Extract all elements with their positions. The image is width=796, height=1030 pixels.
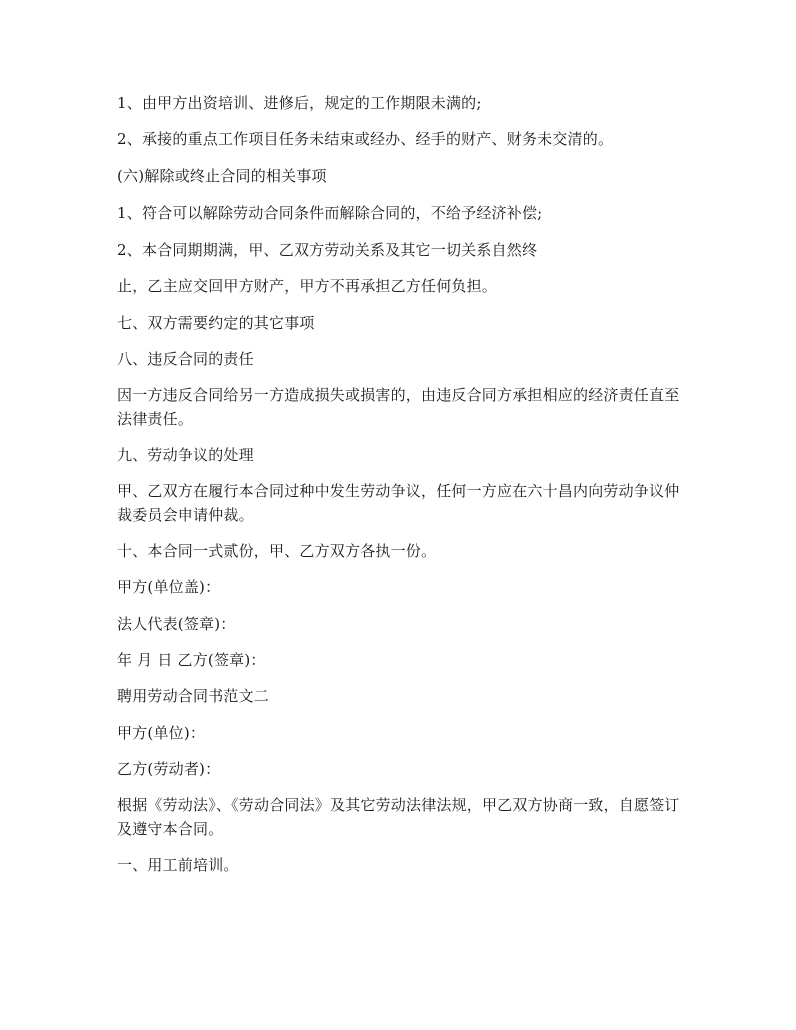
document-title-sample-two: 聘用劳动合同书范文二 — [117, 687, 270, 705]
party-b-employee: 乙方(劳动者)： — [117, 760, 221, 778]
signature-party-a: 甲方(单位盖)： — [117, 578, 221, 596]
signature-legal-rep: 法人代表(签章)： — [117, 615, 236, 633]
paragraph-preamble: 根据《劳动法》、《劳动合同法》及其它劳动法律法规，甲乙双方协商一致，自愿签订及遵守本合同。 — [117, 796, 680, 838]
paragraph-training-term: 1、由甲方出资培训、进修后，规定的工作期限未满的; — [117, 94, 482, 112]
signature-date-party-b: 年 月 日 乙方(签章)： — [117, 651, 266, 669]
section-heading-termination: (六)解除或终止合同的相关事项 — [117, 167, 327, 185]
paragraph-breach-liability: 因一方违反合同给另一方造成损失或损害的，由违反合同方承担相应的经济责任直至法律责任。 — [117, 386, 680, 428]
paragraph-no-compensation: 1、符合可以解除劳动合同条件而解除合同的，不给予经济补偿; — [117, 204, 543, 222]
paragraph-contract-expiry: 2、本合同期期满，甲、乙双方劳动关系及其它一切关系自然终 — [117, 241, 538, 259]
section-heading-pre-training: 一、用工前培训。 — [117, 856, 239, 874]
paragraph-arbitration: 甲、乙双方在履行本合同过种中发生劳动争议，任何一方应在六十昌内向劳动争议仲裁委员会申请仲裁。 — [117, 482, 680, 524]
party-a-employer: 甲方(单位)： — [117, 724, 206, 742]
section-heading-disputes: 九、劳动争议的处理 — [117, 446, 254, 464]
paragraph-unfinished-work: 2、承接的重点工作项目任务未结束或经办、经手的财产、财务未交清的。 — [117, 130, 614, 148]
section-heading-breach: 八、违反合同的责任 — [117, 350, 254, 368]
paragraph-copies: 十、本合同一式贰份，甲、乙方双方各执一份。 — [117, 542, 437, 560]
section-heading-other-matters: 七、双方需要约定的其它事项 — [117, 314, 315, 332]
paragraph-return-property: 止，乙主应交回甲方财产，甲方不再承担乙方任何负担。 — [117, 277, 498, 295]
